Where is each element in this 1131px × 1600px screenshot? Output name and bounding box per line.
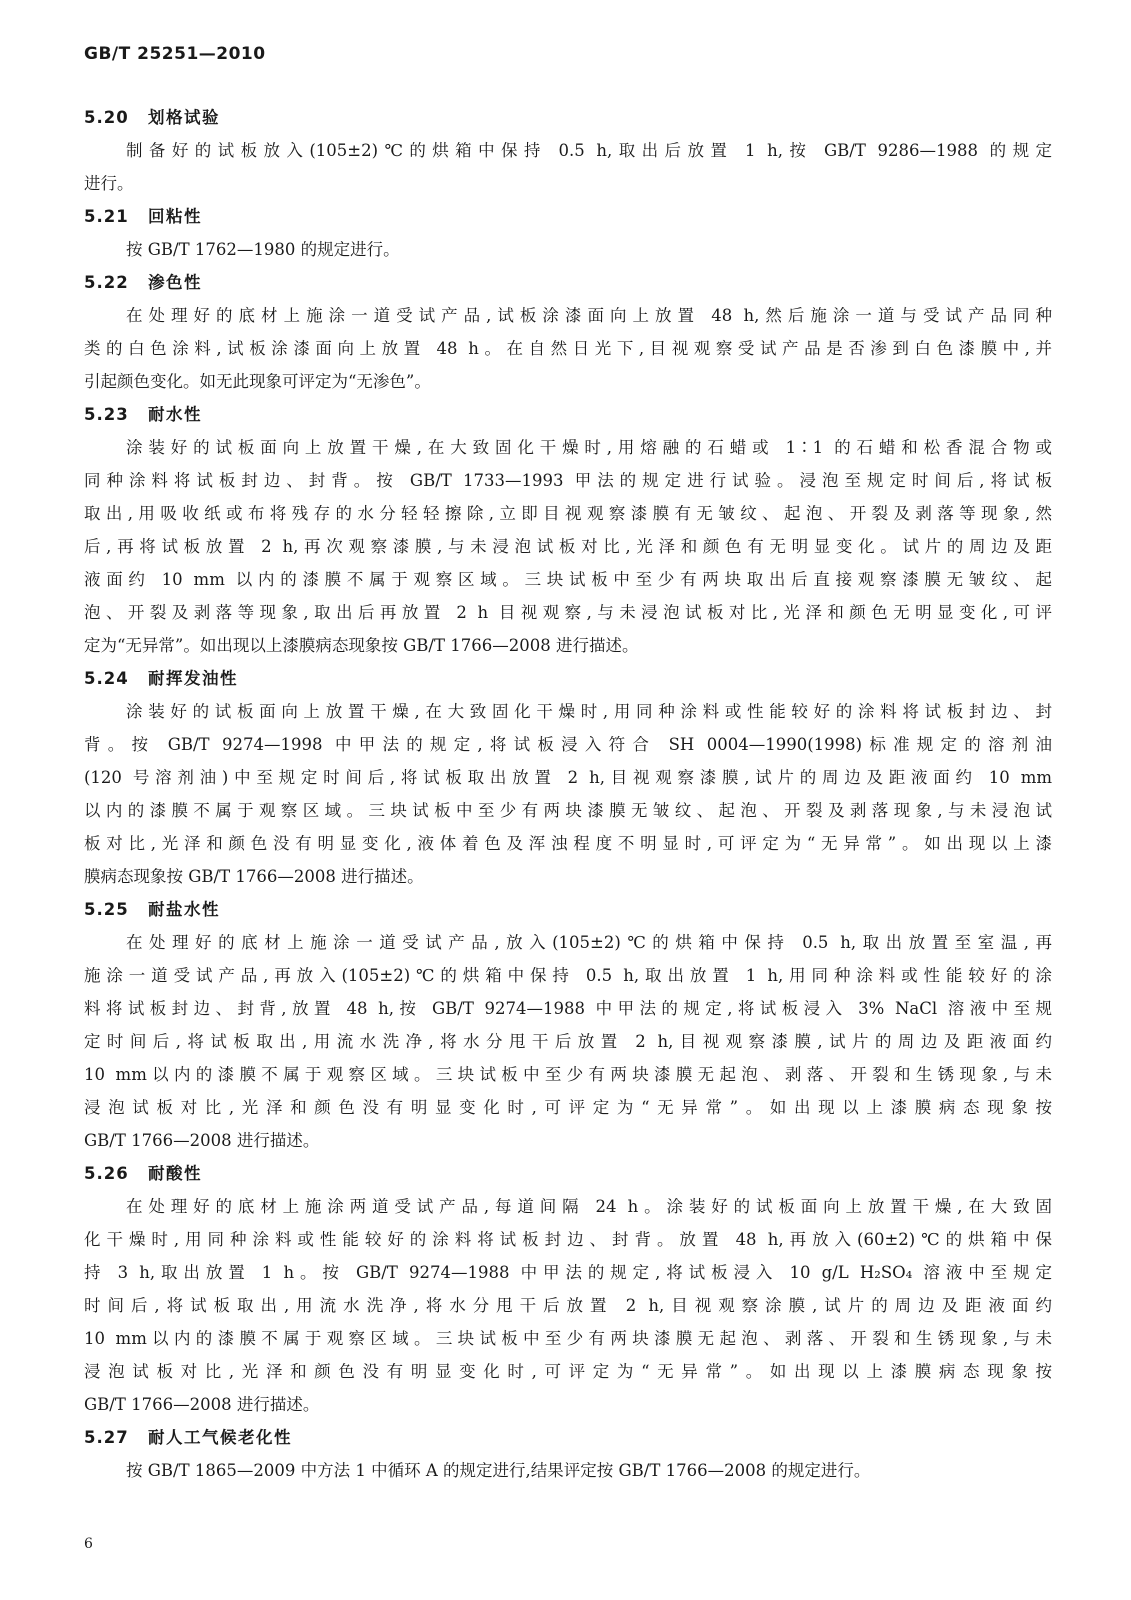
paragraph-line: 涂装好的试板面向上放置干燥,在大致固化干燥时,用同种涂料或性能较好的涂料将试板封边、封 xyxy=(126,702,1052,721)
section-5-26 xyxy=(84,1157,1052,1421)
paragraph-line: 时间后,将试板取出,用流水洗净,将水分甩干后放置 2 h,目视观察涂膜,试片的周边及距液面约 xyxy=(84,1296,1052,1315)
section-5-23 xyxy=(84,398,1052,662)
paragraph-line: 定为“无异常”。如出现以上漆膜病态现象按 GB/T 1766—2008 进行描述。 xyxy=(84,636,639,655)
section-heading xyxy=(84,1421,1052,1454)
section-number: 5.22 xyxy=(84,273,129,292)
paragraph-line: 类的白色涂料,试板涂漆面向上放置 48 h。在自然日光下,目视观察受试产品是否渗到白色漆膜中,并 xyxy=(84,339,1052,358)
section-heading xyxy=(84,1157,1052,1190)
paragraph-line: 涂装好的试板面向上放置干燥,在大致固化干燥时,用熔融的石蜡或 1∶1 的石蜡和松香混合物或 xyxy=(126,438,1052,457)
section-title: 耐酸性 xyxy=(148,1164,202,1183)
section-5-27 xyxy=(84,1421,1052,1487)
paragraph-line: 在处理好的底材上施涂两道受试产品,每道间隔 24 h。涂装好的试板面向上放置干燥,在大致固 xyxy=(126,1197,1052,1216)
paragraph-line: 按 GB/T 1762—1980 的规定进行。 xyxy=(126,240,400,259)
paragraph-line: (120 号溶剂油)中至规定时间后,将试板取出放置 2 h,目视观察漆膜,试片的周边及距液面约 10 mm xyxy=(84,768,1052,787)
paragraph-line: 进行。 xyxy=(84,174,134,193)
section-5-24 xyxy=(84,662,1052,893)
paragraph-line: GB/T 1766—2008 进行描述。 xyxy=(84,1395,320,1414)
paragraph-line: 取出,用吸收纸或布将残存的水分轻轻擦除,立即目视观察漆膜有无皱纹、起泡、开裂及剥落等现象,然 xyxy=(84,504,1052,523)
paragraph-line: 液面约 10 mm 以内的漆膜不属于观察区域。三块试板中至少有两块取出后直接观察漆膜无皱纹、起 xyxy=(84,570,1052,589)
paragraph-line: 板对比,光泽和颜色没有明显变化,液体着色及浑浊程度不明显时,可评定为“无异常”。如出现以上漆 xyxy=(84,834,1052,853)
paragraph-line: 浸泡试板对比,光泽和颜色没有明显变化时,可评定为“无异常”。如出现以上漆膜病态现象按 xyxy=(84,1362,1052,1381)
section-title: 渗色性 xyxy=(148,273,202,292)
section-number: 5.20 xyxy=(84,108,129,127)
section-heading xyxy=(84,893,1052,926)
paragraph-line: 化干燥时,用同种涂料或性能较好的涂料将试板封边、封背。放置 48 h,再放入(60±2)℃的烘箱中保 xyxy=(84,1230,1052,1249)
paragraph-line: 在处理好的底材上施涂一道受试产品,放入(105±2)℃的烘箱中保持 0.5 h,取出放置至室温,再 xyxy=(126,933,1052,952)
section-number: 5.23 xyxy=(84,405,129,424)
section-number: 5.21 xyxy=(84,207,129,226)
paragraph-line: 按 GB/T 1865—2009 中方法 1 中循环 A 的规定进行,结果评定按 GB/T 1766—2008 的规定进行。 xyxy=(126,1461,871,1480)
section-5-22 xyxy=(84,266,1052,398)
section-number: 5.25 xyxy=(84,900,129,919)
paragraph-line: GB/T 1766—2008 进行描述。 xyxy=(84,1131,320,1150)
section-title: 划格试验 xyxy=(148,108,220,127)
paragraph-line: 在处理好的底材上施涂一道受试产品,试板涂漆面向上放置 48 h,然后施涂一道与受试产品同种 xyxy=(126,306,1052,325)
section-heading xyxy=(84,662,1052,695)
paragraph-line: 以内的漆膜不属于观察区域。三块试板中至少有两块漆膜无皱纹、起泡、开裂及剥落现象,与未浸泡试 xyxy=(84,801,1052,820)
paragraph-line: 后,再将试板放置 2 h,再次观察漆膜,与未浸泡试板对比,光泽和颜色有无明显变化。试片的周边及距 xyxy=(84,537,1052,556)
paragraph-line: 膜病态现象按 GB/T 1766—2008 进行描述。 xyxy=(84,867,424,886)
paragraph-line: 料将试板封边、封背,放置 48 h,按 GB/T 9274—1988 中甲法的规定,将试板浸入 3% NaCl 溶液中至规 xyxy=(84,999,1052,1018)
section-heading xyxy=(84,200,1052,233)
section-title: 回粘性 xyxy=(148,207,202,226)
section-number: 5.26 xyxy=(84,1164,129,1183)
paragraph-line: 定时间后,将试板取出,用流水洗净,将水分甩干后放置 2 h,目视观察漆膜,试片的周边及距液面约 xyxy=(84,1032,1052,1051)
section-title: 耐盐水性 xyxy=(148,900,220,919)
page-number: 6 xyxy=(84,1536,93,1552)
section-title: 耐水性 xyxy=(148,405,202,424)
paragraph-line: 泡、开裂及剥落等现象,取出后再放置 2 h 目视观察,与未浸泡试板对比,光泽和颜色无明显变化,可评 xyxy=(84,603,1052,622)
section-heading xyxy=(84,101,1052,134)
standard-code-header: GB/T 25251—2010 xyxy=(84,44,266,64)
paragraph-line: 持 3 h,取出放置 1 h。按 GB/T 9274—1988 中甲法的规定,将试板浸入 10 g/L H₂SO₄ 溶液中至规定 xyxy=(84,1263,1052,1282)
paragraph-line: 制备好的试板放入(105±2)℃的烘箱中保持 0.5 h,取出后放置 1 h,按 GB/T 9286—1988 的规定 xyxy=(126,141,1052,160)
section-heading xyxy=(84,266,1052,299)
section-title: 耐挥发油性 xyxy=(148,669,238,688)
section-number: 5.27 xyxy=(84,1428,129,1447)
section-5-21 xyxy=(84,200,1052,266)
section-heading xyxy=(84,398,1052,431)
section-number: 5.24 xyxy=(84,669,129,688)
paragraph-line: 背。按 GB/T 9274—1998 中甲法的规定,将试板浸入符合 SH 0004—1990(1998)标准规定的溶剂油 xyxy=(84,735,1052,754)
document-body xyxy=(84,101,1052,1487)
section-5-20 xyxy=(84,101,1052,200)
paragraph-line: 10 mm以内的漆膜不属于观察区域。三块试板中至少有两块漆膜无起泡、剥落、开裂和生锈现象,与未 xyxy=(84,1065,1052,1084)
section-5-25 xyxy=(84,893,1052,1157)
paragraph-line: 浸泡试板对比,光泽和颜色没有明显变化时,可评定为“无异常”。如出现以上漆膜病态现象按 xyxy=(84,1098,1052,1117)
paragraph-line: 同种涂料将试板封边、封背。按 GB/T 1733—1993 甲法的规定进行试验。浸泡至规定时间后,将试板 xyxy=(84,471,1052,490)
paragraph-line: 10 mm以内的漆膜不属于观察区域。三块试板中至少有两块漆膜无起泡、剥落、开裂和生锈现象,与未 xyxy=(84,1329,1052,1348)
paragraph-line: 施涂一道受试产品,再放入(105±2)℃的烘箱中保持 0.5 h,取出放置 1 h,用同种涂料或性能较好的涂 xyxy=(84,966,1052,985)
section-title: 耐人工气候老化性 xyxy=(148,1428,292,1447)
paragraph-line: 引起颜色变化。如无此现象可评定为“无渗色”。 xyxy=(84,372,431,391)
